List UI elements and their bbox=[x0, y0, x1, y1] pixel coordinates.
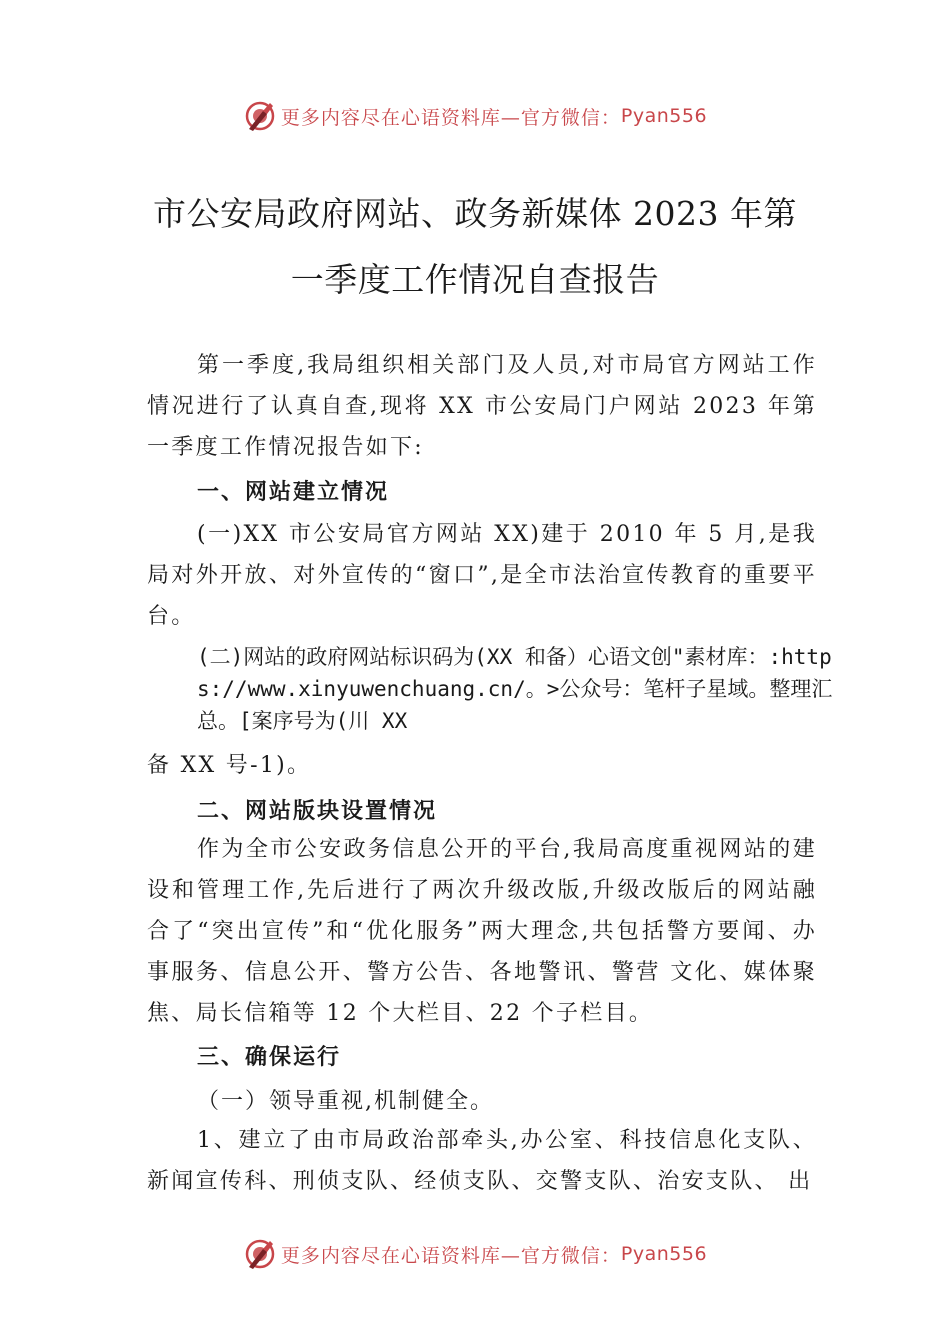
watermark-banner-bottom bbox=[0, 1234, 950, 1274]
intro-paragraph: 第一季度,我局组织相关部门及人员,对市局官方网站工作情况进行了认真自查,现将 XX 市公安局门户网站 2023 年第一季度工作情况报告如下: bbox=[147, 353, 817, 460]
section1-paragraph2-tail: 备 XX 号-1)。 bbox=[147, 753, 312, 778]
section1-heading: 一、网站建立情况 bbox=[197, 480, 390, 505]
section3-heading: 三、确保运行 bbox=[197, 1045, 342, 1070]
watermark-wechat-id: Pyan556 bbox=[620, 1243, 708, 1265]
watermark-text: 更多内容尽在心语资料库—官方微信： bbox=[280, 106, 621, 129]
section1-paragraph2: (二)网站的政府网站标识码为(XX 和备）心语文创"素材库：:https://www.xinyuwenchuang.cn/。>公众号：笔杆子星域。整理汇总。[案序号为(川 XX bbox=[197, 645, 833, 733]
pen-seal-icon bbox=[243, 1237, 277, 1271]
watermark-wechat-id: Pyan556 bbox=[620, 105, 708, 127]
pen-seal-icon bbox=[243, 99, 277, 133]
watermark-banner-top bbox=[0, 96, 950, 136]
watermark-text: 更多内容尽在心语资料库—官方微信： bbox=[280, 1244, 621, 1267]
section2-heading: 二、网站版块设置情况 bbox=[197, 799, 438, 824]
section3-subheading1: （一）领导重视,机制健全。 bbox=[197, 1089, 494, 1114]
document-title-line1: 市公安局政府网站、政务新媒体 2023 年第 bbox=[153, 194, 797, 233]
section3-paragraph1: 1、建立了由市局政治部牵头,办公室、科技信息化支队、新闻宣传科、刑侦支队、经侦支队、交警支队、治安支队、 出 bbox=[147, 1128, 817, 1194]
section1-paragraph1: (一)XX 市公安局官方网站 XX)建于 2010 年 5 月,是我局对外开放、对外宣传的“窗口”,是全市法治宣传教育的重要平台。 bbox=[147, 522, 817, 629]
document-title-line2: 一季度工作情况自查报告 bbox=[290, 260, 660, 299]
section2-paragraph1: 作为全市公安政务信息公开的平台,我局高度重视网站的建设和管理工作,先后进行了两次升级改版,升级改版后的网站融合了“突出宣传”和“优化服务”两大理念,共包括警方要闻、办事服务、信息公开、警方公告、各地警讯、警营 文化、媒体聚焦、局长信箱等 12 个大栏目、22 个子栏目。 bbox=[147, 837, 817, 1026]
